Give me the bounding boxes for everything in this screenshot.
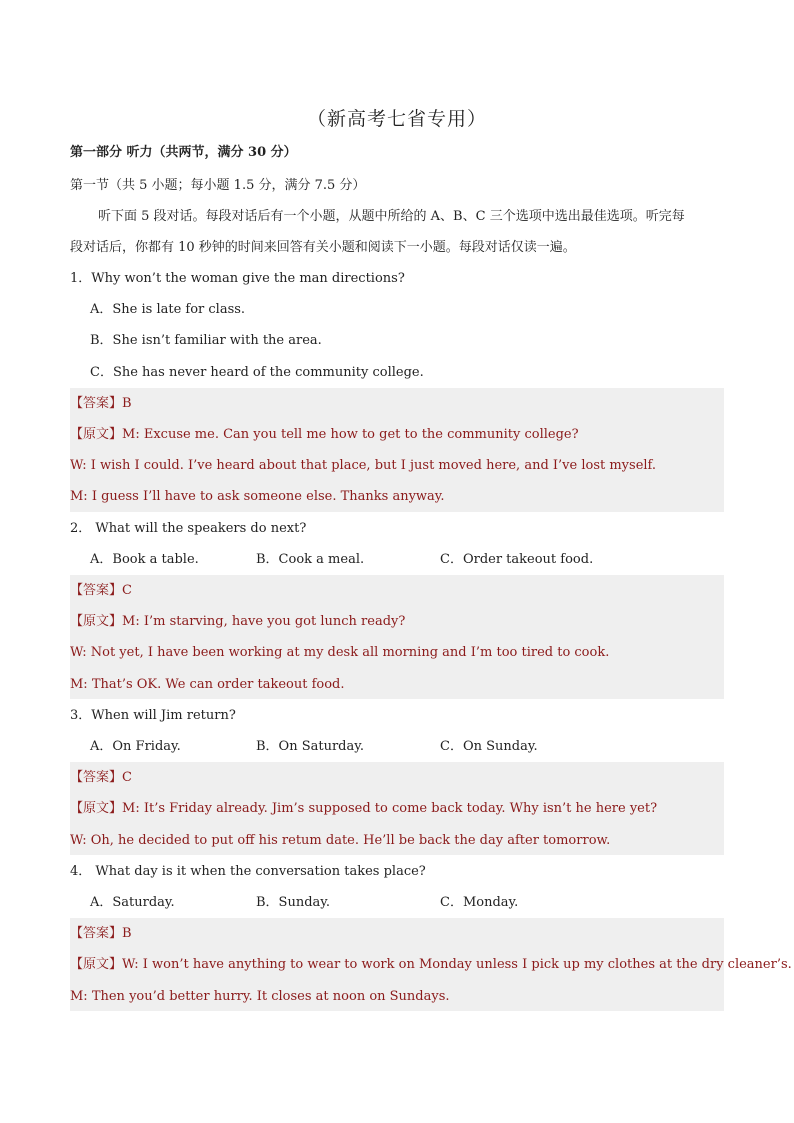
question-2-answer-block (70, 575, 724, 699)
question-4-answer-block (70, 918, 792, 1011)
question-2-option-a: A．Book a table. (90, 552, 199, 567)
question-3-transcript-2: W: Oh, he decided to put off his retum date. He’ll be back the day after tomorrow. (70, 833, 611, 848)
question-4-answer: 【答案】B (70, 926, 132, 941)
question-3-option-c: C．On Sunday. (440, 739, 538, 754)
question-4-option-a: A．Saturday. (90, 895, 175, 910)
question-2-transcript-2: W: Not yet, I have been working at my desk all morning and I’m too tired to cook. (70, 645, 610, 660)
question-2-option-c: C．Order takeout food. (440, 552, 594, 567)
question-1-answer: 【答案】B (70, 396, 132, 411)
question-3-answer: 【答案】C (70, 770, 132, 785)
part-heading: 第一部分 听力（共两节，满分 30 分） (70, 145, 297, 160)
question-4-option-c: C．Monday. (440, 895, 519, 910)
question-1-answer-block (70, 388, 724, 512)
question-1-transcript-2: W: I wish I could. I’ve heard about that place, but I just moved here, and I’ve lost myself. (70, 458, 657, 473)
section-heading: 第一节（共 5 小题；每小题 1.5 分，满分 7.5 分） (70, 178, 366, 193)
question-1-option-b: B．She isn’t familiar with the area. (90, 333, 322, 348)
question-3-option-b: B．On Saturday. (256, 739, 365, 754)
question-1-option-a: A．She is late for class. (90, 302, 246, 317)
instructions-line-1: 听下面 5 段对话。每段对话后有一个小题，从题中所给的 A、B、C 三个选项中选出最佳选项。听完每 (98, 209, 685, 224)
question-1-transcript-1: 【原文】M: Excuse me. Can you tell me how to get to the community college? (70, 427, 579, 442)
question-4-option-b: B．Sunday. (256, 895, 331, 910)
question-2-option-b: B．Cook a meal. (256, 552, 365, 567)
question-4-transcript-1: 【原文】W: I won’t have anything to wear to work on Monday unless I pick up my clothes at the dry cleaner’s. (70, 957, 792, 972)
question-3-option-a: A．On Friday. (90, 739, 181, 754)
question-1-transcript-3: M: I guess I’ll have to ask someone else. Thanks anyway. (70, 489, 445, 504)
document-title: （新高考七省专用） (306, 108, 487, 130)
instructions-line-2: 段对话后，你都有 10 秒钟的时间来回答有关小题和阅读下一小题。每段对话仅读一遍。 (70, 240, 576, 255)
question-3-transcript-1: 【原文】M: It’s Friday already. Jim’s supposed to come back today. Why isn’t he here yet? (70, 801, 658, 816)
question-2-answer: 【答案】C (70, 583, 132, 598)
question-4-stem: 4． What day is it when the conversation takes place? (70, 864, 426, 879)
question-2-stem: 2． What will the speakers do next? (70, 521, 307, 536)
question-3-stem: 3．When will Jim return? (70, 708, 236, 723)
question-3-answer-block (70, 762, 724, 855)
question-2-transcript-1: 【原文】M: I’m starving, have you got lunch ready? (70, 614, 406, 629)
question-1-option-c: C．She has never heard of the community college. (90, 365, 424, 380)
question-2-transcript-3: M: That’s OK. We can order takeout food. (70, 677, 345, 692)
question-1-stem: 1．Why won’t the woman give the man directions? (70, 271, 405, 286)
question-4-transcript-2: M: Then you’d better hurry. It closes at noon on Sundays. (70, 989, 450, 1004)
